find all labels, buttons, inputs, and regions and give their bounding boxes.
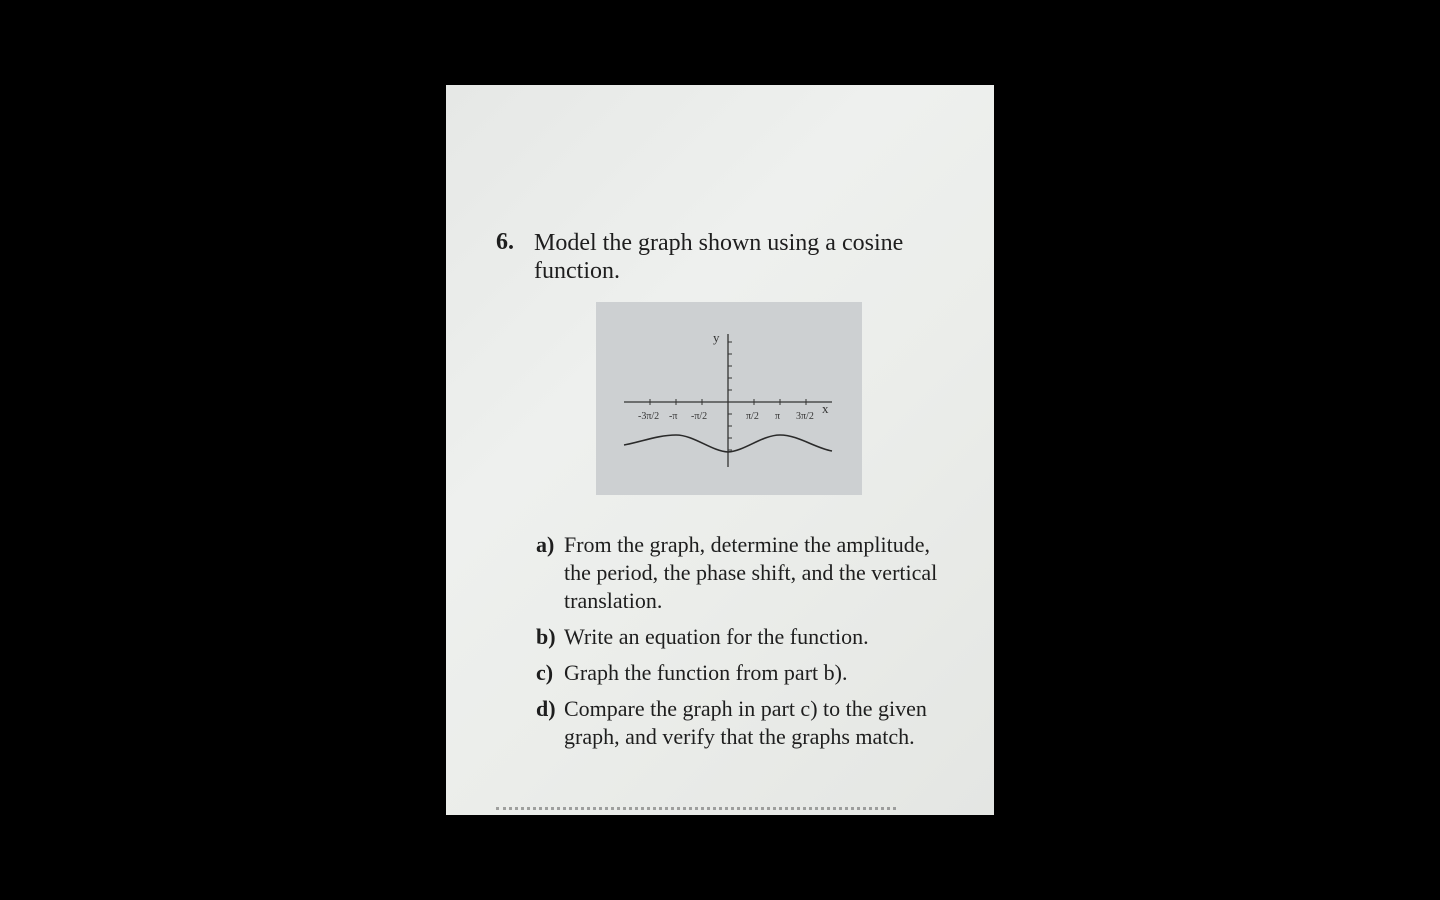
question-parts bbox=[536, 531, 956, 759]
part-a-text: From the graph, determine the amplitude, the period, the phase shift, and the vertical translation. bbox=[564, 532, 938, 613]
part-c-text: Graph the function from part b). bbox=[564, 660, 848, 685]
tick-label-neg-pi-2: -π/2 bbox=[691, 411, 708, 422]
part-a-label: a) bbox=[536, 532, 555, 557]
question-number: 6. bbox=[496, 229, 514, 255]
part-d-label: d) bbox=[536, 696, 556, 721]
textbook-page-photo bbox=[446, 85, 994, 815]
tick-label-3pi-2: 3π/2 bbox=[796, 411, 814, 422]
part-d bbox=[536, 695, 956, 751]
question-text: Model the graph shown using a cosine function. bbox=[534, 230, 904, 284]
cut-off-next-question bbox=[496, 807, 896, 815]
part-b bbox=[536, 623, 956, 651]
part-b-text: Write an equation for the function. bbox=[564, 624, 869, 649]
tick-label-pi: π bbox=[775, 411, 781, 422]
tick-label-neg-3pi-2: -3π/2 bbox=[638, 411, 660, 422]
y-axis-label: y bbox=[713, 330, 720, 345]
part-b-label: b) bbox=[536, 624, 556, 649]
tick-label-neg-pi: -π bbox=[669, 411, 678, 422]
part-c-label: c) bbox=[536, 660, 554, 685]
tick-label-pi-2: π/2 bbox=[746, 411, 759, 422]
x-axis-label: x bbox=[822, 401, 829, 416]
part-d-text: Compare the graph in part c) to the given graph, and verify that the graphs match. bbox=[564, 696, 927, 749]
part-c bbox=[536, 659, 956, 687]
part-a bbox=[536, 531, 956, 615]
cosine-graph bbox=[596, 302, 862, 495]
graph-svg bbox=[596, 302, 862, 495]
